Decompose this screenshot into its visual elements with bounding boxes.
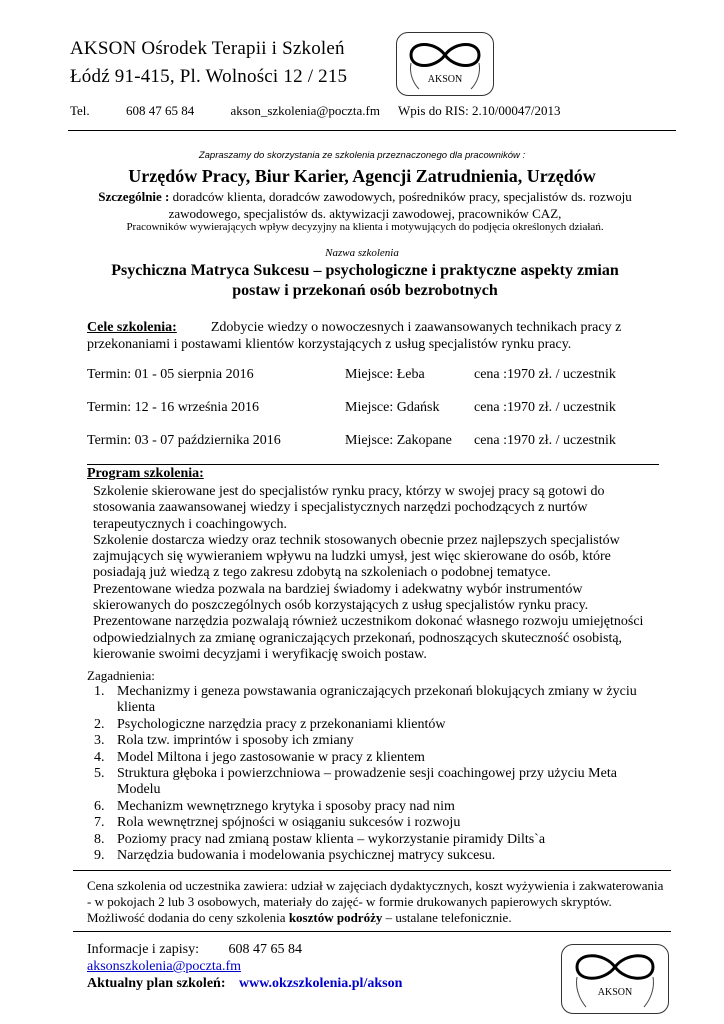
header-divider — [68, 130, 676, 131]
list-item: 5. Struktura głęboka i powierzchniowa – prowadzenie sesji coachingowej przy użyciu Meta Modelu — [94, 766, 617, 798]
info-line — [87, 942, 302, 958]
topics-list — [90, 684, 650, 864]
company-name: AKSON Ośrodek Terapii i Szkoleń — [70, 38, 345, 59]
goals-label: Cele szkolenia: — [87, 320, 177, 335]
costs-divider — [73, 870, 671, 871]
program-paragraph: Prezentowane wiedza pozwala na bardziej świadomy i adekwatny wybór instrumentów skierowanych do poszczególnych osób korzystających z usług specjalistów rynku pracy. — [93, 581, 589, 614]
info-label: Informacje i zapisy: — [87, 942, 199, 957]
list-item: 3. Rola tzw. imprintów i sposoby ich zmiany — [94, 733, 354, 749]
course-name-label: Nazwa szkolenia — [325, 247, 399, 259]
plan-line — [87, 976, 402, 992]
contact-line — [70, 103, 380, 119]
list-item: 2. Psychologiczne narzędzia pracy z przekonaniami klientów — [94, 716, 446, 732]
term-date: Termin: 01 - 05 sierpnia 2016 — [87, 367, 254, 382]
goals — [87, 319, 647, 353]
program-paragraph: Prezentowane narzędzia pozwalają również uczestnikom dokonać własnego rozwoju umiejętności odpowiedzialnych za zmianę ograniczających przekonań, podnoszących skuteczność osobistą, kierowanie swoimi decyzjami i weryfikację swoich postaw. — [93, 614, 644, 662]
term-price: cena :1970 zł. / uczestnik — [474, 400, 616, 415]
term-date: Termin: 12 - 16 września 2016 — [87, 400, 260, 415]
term-place: Miejsce: Łeba — [345, 367, 425, 382]
program-divider — [87, 464, 659, 465]
list-item: 8. Poziomy pracy nad zmianą postaw klienta – wykorzystanie piramidy Dilts`a — [94, 831, 546, 847]
costs-info: Cena szkolenia od uczestnika zawiera: udział w zajęciach dydaktycznych, koszt wyżywienia i zakwaterowania - w pokojach 2 lub 3 osobowych, materiały do zajęć- w formie drukowanych papierowych skryptów. Możliwość dodania do ceny szkolenia kosztów podróży – ustalane telefonicznie. — [87, 878, 664, 925]
company-address: Łódź 91-415, Pl. Wolności 12 / 215 — [70, 66, 348, 87]
program-label: Program szkolenia: — [87, 466, 204, 481]
list-item: 9. Narzędzia budowania i modelowania psychicznej matrycy sukcesu. — [94, 848, 496, 864]
tel-label: Tel. — [70, 103, 90, 118]
akson-logo — [396, 32, 494, 96]
footer-logo-text: AKSON — [597, 987, 633, 998]
course-title: Psychiczna Matryca Sukcesu – psychologiczne i praktyczne aspekty zmian postaw i przekonań osób bezrobotnych — [111, 262, 619, 299]
goals-text: Zdobycie wiedzy o nowoczesnych i zaawansowanych technikach pracy z przekonaniami i postawami klientów korzystających z usług specjalistów rynku pracy. — [87, 320, 622, 352]
detail-text: doradców klienta, doradców zawodowych, pośredników pracy, specjalistów ds. rozwoju zawodowego, specjalistów ds. aktywizacji zawodowej, pracowników CAZ, — [168, 189, 632, 221]
term-price: cena :1970 zł. / uczestnik — [474, 433, 616, 448]
phone: 608 47 65 84 — [125, 103, 195, 118]
program-description — [93, 484, 648, 663]
term-date: Termin: 03 - 07 października 2016 — [87, 433, 281, 448]
term-row — [87, 367, 647, 385]
list-item: 4. Model Miltona i jego zastosowanie w pracy z klientem — [94, 749, 425, 765]
plan-label: Aktualny plan szkoleń: — [87, 976, 226, 991]
topics-label: Zagadnienia: — [87, 668, 155, 683]
list-item: 1. Mechanizmy i geneza powstawania ograniczających przekonań blokujących zmiany w życiu klienta — [94, 684, 637, 716]
term-price: cena :1970 zł. / uczestnik — [474, 367, 616, 382]
footer-divider — [73, 931, 671, 932]
program-paragraph: Szkolenie dostarcza wiedzy oraz technik stosowanych obecnie przez najlepszych specjalistów zajmujących się wywieraniem wpływu na ludzki umysł, jest więc skierowane do osób, które posiadają już wiedzą z tego zakresu zdobytą na szkoleniach o podobnej tematyce. — [93, 532, 620, 581]
audience-detail — [95, 188, 635, 222]
plan-url-link[interactable]: www.okzszkolenia.pl/akson — [238, 976, 403, 991]
audience-title: Urzędów Pracy, Biur Karier, Agencji Zatrudnienia, Urzędów — [128, 166, 596, 186]
intro-text: Zapraszamy do skorzystania ze szkolenia przeznaczonego dla pracowników : — [198, 150, 526, 161]
travel-costs: kosztów podróży — [288, 910, 383, 925]
footer-email-link[interactable]: aksonszkolenia@poczta.fm — [87, 959, 242, 974]
detail-label: Szczególnie : — [98, 189, 170, 204]
ris-number: Wpis do RIS: 2.10/00047/2013 — [398, 103, 561, 118]
list-item: 6. Mechanizm wewnętrznego krytyka i sposoby pracy nad nim — [94, 798, 455, 814]
email: akson_szkolenia@poczta.fm — [230, 103, 380, 118]
term-place: Miejsce: Gdańsk — [345, 400, 440, 415]
akson-logo-footer — [561, 944, 669, 1014]
footer-phone: 608 47 65 84 — [228, 942, 302, 957]
term-place: Miejsce: Zakopane — [345, 433, 452, 448]
audience-note: Pracowników wywierających wpływ decyzyjny na klienta i motywujących do podjęcia określonych działań. — [126, 221, 604, 233]
term-row — [87, 433, 647, 451]
list-item: 7. Rola wewnętrznej spójności w osiąganiu sukcesów i rozwoju — [94, 815, 461, 831]
logo-text: AKSON — [427, 74, 463, 85]
term-row — [87, 400, 647, 418]
program-paragraph: Szkolenie skierowane jest do specjalistów rynku pracy, którzy w swojej pracy są gotowi do stosowania zaawansowanej wiedzy i specjalistycznych narzędzi pochodzących z nurtów terapeutycznych i coachingowych. — [93, 484, 605, 532]
